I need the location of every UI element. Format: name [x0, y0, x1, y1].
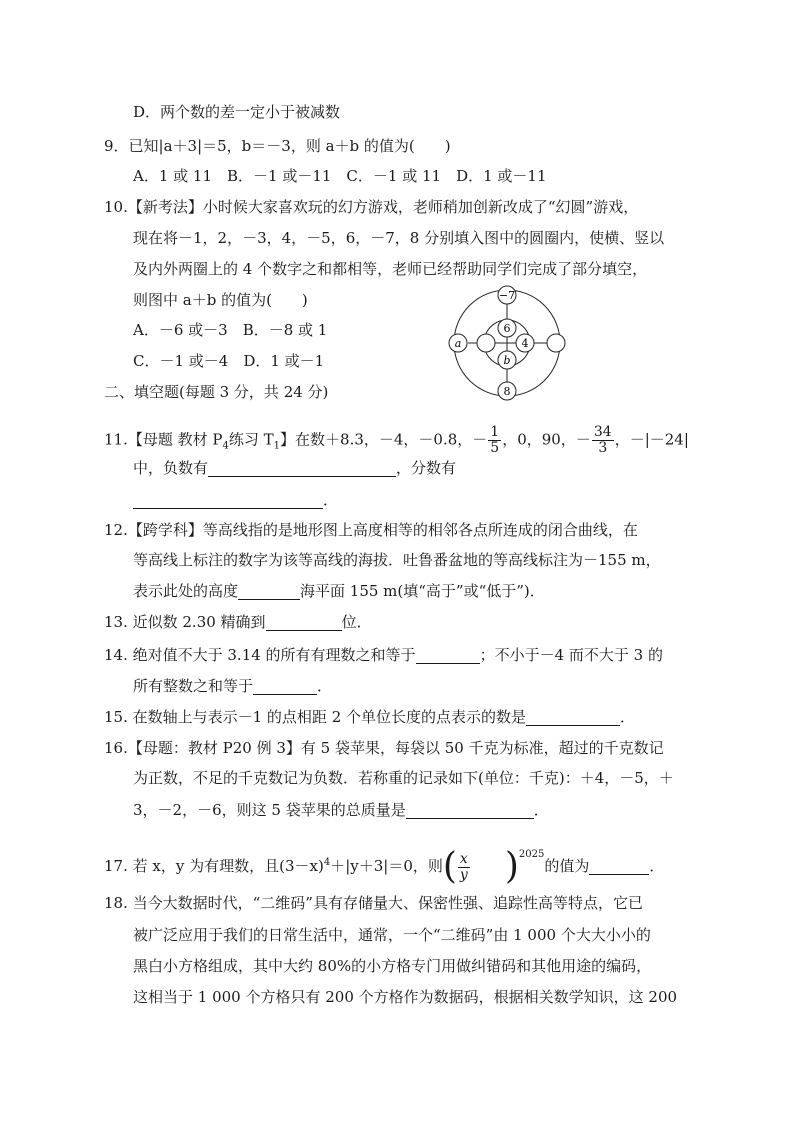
figure-top-value: −7: [498, 289, 516, 302]
figure-inner-top-value: 6: [503, 322, 511, 335]
q18-line3: 黑白小方格组成，其中大约 80%的小方格专门用做纠错码和其他用途的编码，: [133, 957, 652, 975]
q10-line2: 现在将－1，2，－3，4，－5，6，－7，8 分别填入图中的圆圈内，使横、竖以: [133, 229, 665, 247]
q9-stem: 9．已知|a＋3|＝5，b＝－3，则 a＋b 的值为( ): [104, 137, 451, 155]
q10-options-cd: C．－1 或－4 D．1 或－1: [133, 352, 325, 370]
q16-line2: 为正数，不足的千克数记为负数．若称重的记录如下(单位：千克)：＋4，－5，＋: [133, 769, 674, 787]
q10-line4: 则图中 a＋b 的值为( ): [133, 291, 308, 309]
q17-blank[interactable]: [589, 858, 649, 875]
q16-line1: 16.【母题：教材 P20 例 3】有 5 袋苹果，每袋以 50 千克为标准，超过的千克数记: [104, 739, 664, 757]
q9-options: A．1 或 11 B．－1 或－11 C．－1 或 11 D．1 或－11: [133, 167, 547, 185]
q12-blank[interactable]: [238, 583, 300, 600]
q11-line2: 中，负数有 ，分数有: [133, 459, 457, 477]
figure-inner-bottom-value: b: [503, 354, 511, 367]
section-title-fill-blank: 二、填空题(每题 3 分，共 24 分): [104, 383, 329, 401]
q11-negative-blank[interactable]: [208, 460, 396, 477]
q18-line1: 18. 当今大数据时代，“二维码”具有存储量大、保密性强、追踪性高等特点，它已: [104, 894, 643, 912]
q10-line3: 及内外两圈上的 4 个数字之和都相等，老师已经帮助同学们完成了部分填空，: [133, 260, 648, 278]
q18-line4: 这相当于 1 000 个方格只有 200 个方格作为数据码，根据相关数学知识，这 200: [133, 988, 678, 1006]
q11-line3: ．: [133, 490, 338, 510]
figure-bottom-value: 8: [503, 385, 511, 398]
q17-fraction-x-y: $\frac{x}{y}$: [459, 850, 468, 883]
q12-line3: 表示此处的高度 海平面 155 m(填“高于”或“低于”)．: [133, 582, 545, 600]
q14-line1: 14. 绝对值不大于 3.14 的所有有理数之和等于 ；不小于－4 而不大于 3 的: [104, 646, 663, 664]
q16-line3: 3，－2，－6，则这 5 袋苹果的总质量是 ．: [133, 801, 549, 819]
q14-line2: 所有整数之和等于 ．: [133, 677, 333, 695]
q15-blank[interactable]: [526, 709, 620, 726]
q12-line2: 等高线上标注的数字为该等高线的海拔．吐鲁番盆地的等高线标注为－155 m，: [133, 551, 661, 569]
q11-fraction-34-3: $\frac{34}{3}$: [593, 424, 612, 456]
figure-left-value: a: [454, 337, 462, 350]
q12-line1: 12.【跨学科】等高线指的是地形图上高度相等的相邻各点所连成的闭合曲线，在: [104, 521, 638, 539]
magic-circle-figure: [440, 282, 572, 404]
q16-blank[interactable]: [406, 802, 534, 819]
q11-fraction-1-5: $\frac{1}{5}$: [490, 424, 500, 456]
q11-line1: 11.【母题 教材 $P_4$练习 $T_1$】在数＋8.3，－4，－0.8，－ $\frac{1}{5}$ ，0，90，－ $\frac{34}{3}$ ，－|－24|: [104, 424, 689, 456]
q14-blank-1[interactable]: [416, 647, 480, 664]
q10-options-ab: A．－6 或－3 B．－8 或 1: [133, 321, 328, 339]
q8-option-d: D．两个数的差一定小于被减数: [133, 103, 341, 121]
figure-inner-right-value: 4: [521, 337, 529, 350]
q14-blank-2[interactable]: [253, 678, 317, 695]
q13-blank[interactable]: [266, 614, 342, 631]
q17: 17. 若 x，y 为有理数，且$(3-x)^4+|y+3|=0$，则( $\frac{x}{y}$ )$^{2025}$的值为 ．: [104, 846, 665, 887]
q18-line2: 被广泛应用于我们的日常生活中，通常，一个“二维码”由 1 000 个大大小小的: [133, 926, 651, 944]
q15: 15. 在数轴上与表示－1 的点相距 2 个单位长度的点表示的数是 ．: [104, 708, 636, 726]
q13: 13. 近似数 2.30 精确到 位．: [104, 613, 372, 631]
q11-fraction-blank[interactable]: [133, 492, 323, 509]
q10-line1: 10.【新考法】小时候大家喜欢玩的幻方游戏，老师稍加创新改成了“幻圆”游戏，: [104, 198, 639, 216]
